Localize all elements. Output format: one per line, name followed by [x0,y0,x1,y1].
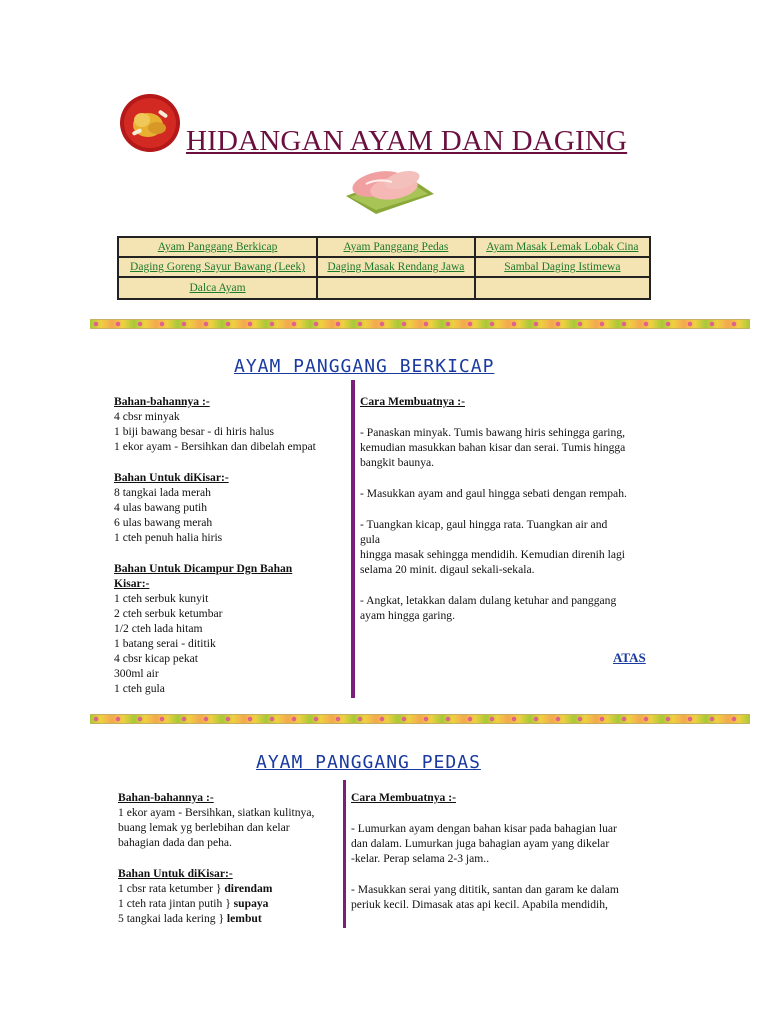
ornamental-divider [90,714,750,724]
method-line: gula [360,533,380,546]
ingredients-column [118,790,343,926]
ingredient-line: 1 cteh penuh halia hiris [114,531,223,544]
method-line: bangkit baunya. [360,456,435,469]
bahan-heading: Bahan-bahannya :- [114,395,210,408]
method-line: - Panaskan minyak. Tumis bawang hiris sehingga garing, [360,426,626,439]
nav-link-daging-goreng-sayur-bawang[interactable]: Daging Goreng Sayur Bawang (Leek) [130,261,306,273]
method-line: - Lumurkan ayam dengan bahan kisar pada bahagian luar [351,822,617,835]
ingredient-line: 5 tangkai lada kering } lembut [118,912,262,925]
ingredients-column [114,394,344,696]
nav-link-ayam-panggang-pedas[interactable]: Ayam Panggang Pedas [343,241,449,253]
ingredient-line: 4 cbsr minyak [114,410,180,423]
ingredient-line: bahagian dada dan peha. [118,836,232,849]
nav-link-ayam-masak-lemak-lobak-cina[interactable]: Ayam Masak Lemak Lobak Cina [486,241,639,253]
method-line: - Masukkan ayam and gaul hingga sebati dengan rempah. [360,487,627,500]
ingredient-line: 1 biji bawang besar - di hiris halus [114,425,275,438]
method-line: selama 20 minit. digaul sekali-sekala. [360,563,535,576]
ingredient-line: 4 ulas bawang putih [114,501,208,514]
nav-link-ayam-panggang-berkicap[interactable]: Ayam Panggang Berkicap [157,241,278,253]
roast-chicken-icon [118,92,182,154]
nav-link-daging-masak-rendang-jawa[interactable]: Daging Masak Rendang Jawa [327,261,465,273]
method-line: dan dalam. Lumurkan juga bahagian ayam yang dikelar [351,837,610,850]
nav-empty-cell [317,277,475,299]
back-to-top-link[interactable]: ATAS [613,650,646,665]
ingredient-line: 1 ekor ayam - Bersihkan, siatkan kulitnya, [118,806,315,819]
kisar-heading: Bahan Untuk diKisar:- [114,471,229,484]
ingredient-line: 300ml air [114,667,159,680]
nav-link-dalca-ayam[interactable]: Dalca Ayam [189,282,246,294]
page-title: HIDANGAN AYAM DAN DAGING [186,125,628,157]
method-line: kemudian masukkan bahan kisar dan serai. Tumis hingga [360,441,626,454]
method-column [360,394,660,623]
ingredient-line: 1 cteh rata jintan putih } supaya [118,897,269,910]
method-line: hingga masak sehingga mendidih. Kemudian direnih lagi [360,548,625,561]
ingredient-line: buang lemak yg berlebihan dan kelar [118,821,290,834]
bahan-heading: Bahan-bahannya :- [118,791,214,804]
ingredient-line: 1 cteh gula [114,682,165,695]
campur-heading: Bahan Untuk Dicampur Dgn Bahan [114,562,293,575]
kisar-heading: Bahan Untuk diKisar:- [118,867,233,880]
method-line: ayam hingga garing. [360,609,455,622]
method-line: - Tuangkan kicap, gaul hingga rata. Tuangkan air and [360,518,608,531]
ornamental-divider [90,319,750,329]
column-separator [351,380,355,698]
section-title-ayam-panggang-berkicap: AYAM PANGGANG BERKICAP [234,356,495,377]
ingredient-line: 4 cbsr kicap pekat [114,652,199,665]
cara-heading: Cara Membuatnya :- [360,395,465,408]
recipe-nav-table [117,236,651,300]
ingredient-line: 8 tangkai lada merah [114,486,211,499]
nav-empty-cell [475,277,650,299]
ingredient-line: 1 cteh serbuk kunyit [114,592,209,605]
method-column [351,790,661,912]
column-separator [343,780,346,928]
campur-heading: Kisar:- [114,577,150,590]
raw-meat-slices-icon [344,164,436,214]
method-line: - Masukkan serai yang dititik, santan dan garam ke dalam [351,883,619,896]
ingredient-line: 1 batang serai - dititik [114,637,216,650]
ingredient-line: 1/2 cteh lada hitam [114,622,203,635]
nav-link-sambal-daging-istimewa[interactable]: Sambal Daging Istimewa [504,261,621,273]
cara-heading: Cara Membuatnya :- [351,791,456,804]
ingredient-line: 1 ekor ayam - Bersihkan dan dibelah empat [114,440,316,453]
ingredient-line: 6 ulas bawang merah [114,516,213,529]
ingredient-line: 2 cteh serbuk ketumbar [114,607,223,620]
ingredient-line: 1 cbsr rata ketumber } direndam [118,882,273,895]
method-line: - Angkat, letakkan dalam dulang ketuhar and panggang [360,594,617,607]
method-line: periuk kecil. Dimasak atas api kecil. Apabila mendidih, [351,898,608,911]
method-line: -kelar. Perap selama 2-3 jam.. [351,852,490,865]
section-title-ayam-panggang-pedas: AYAM PANGGANG PEDAS [256,752,481,773]
